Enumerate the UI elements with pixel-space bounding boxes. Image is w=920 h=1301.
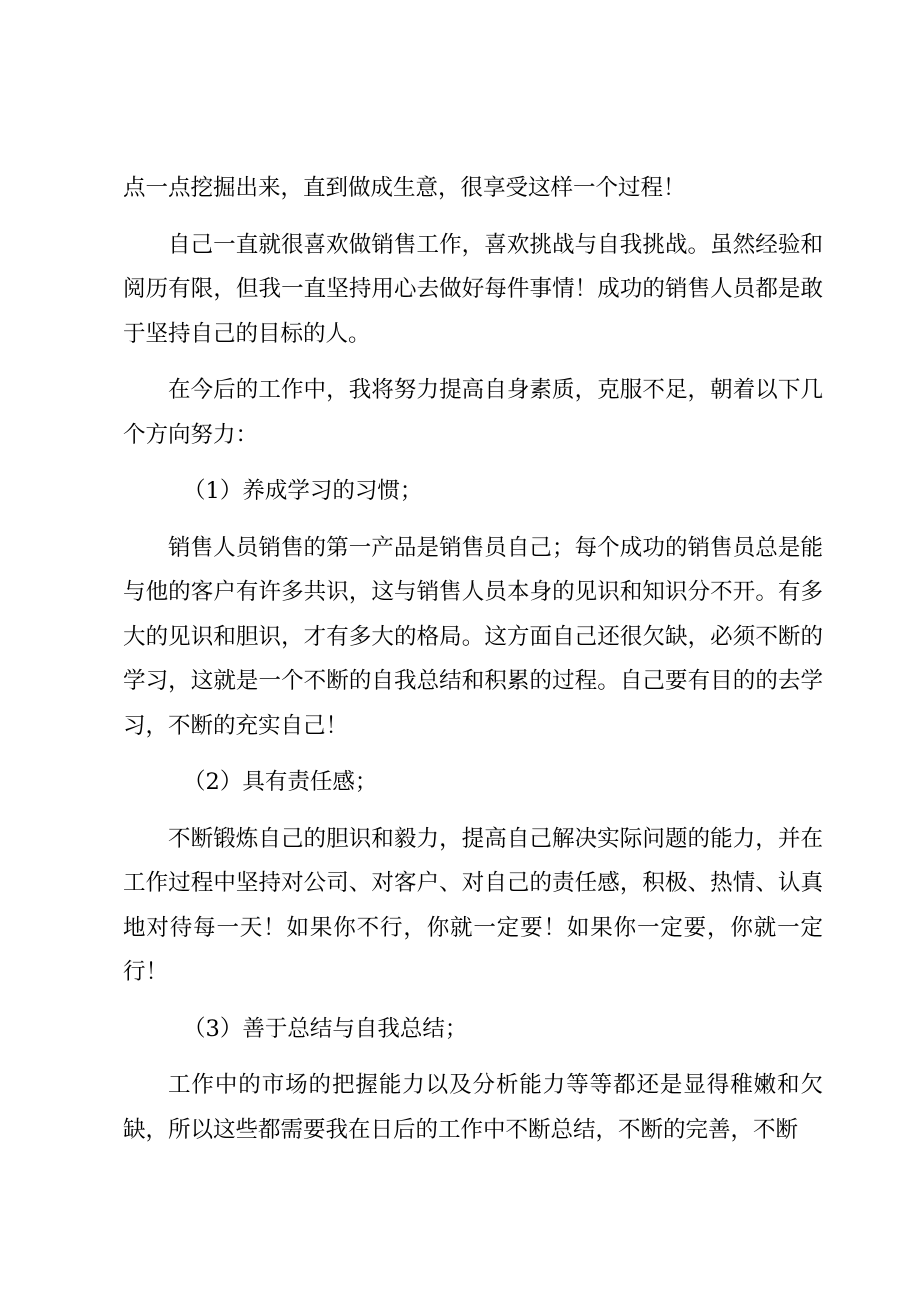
paragraph-learning: 销售人员销售的第一产品是销售员自己；每个成功的销售员总是能与他的客户有许多共识，这与销售人员本身的见识和知识分不开。有多大的见识和胆识，才有多大的格局。这方面自己还很欠缺，必须不断的学习，这就是一个不断的自我总结和积累的过程。自己要有目的的去学习，不断的充实自己！: [123, 534, 823, 739]
paragraph-future-directions: 在今后的工作中，我将努力提高自身素质，克服不足，朝着以下几个方向努力：: [123, 377, 823, 448]
section-heading-summarizing: （3）善于总结与自我总结；: [183, 1015, 468, 1042]
paragraph-summarizing: 工作中的市场的把握能力以及分析能力等等都还是显得稚嫩和欠缺，所以这些都需要我在日后的工作中不断总结，不断的完善，不断: [123, 1072, 823, 1143]
paragraph-continuation: 点一点挖掘出来，直到做成生意，很享受这样一个过程！: [123, 175, 686, 201]
paragraph-responsibility: 不断锻炼自己的胆识和毅力，提高自己解决实际问题的能力，并在工作过程中坚持对公司、对客户、对自己的责任感，积极、热情、认真地对待每一天！如果你不行，你就一定要！如果你一定要，你就一定行！: [123, 825, 823, 985]
section-heading-responsibility: （2）具有责任感；: [183, 769, 378, 795]
paragraph-sales-passion: 自己一直就很喜欢做销售工作，喜欢挑战与自我挑战。虽然经验和阅历有限，但我一直坚持用心去做好每件事情！成功的销售人员都是敢于坚持自己的目标的人。: [123, 231, 823, 347]
section-heading-learning: （1）养成学习的习惯；: [183, 478, 423, 504]
document-body: [123, 166, 823, 1152]
